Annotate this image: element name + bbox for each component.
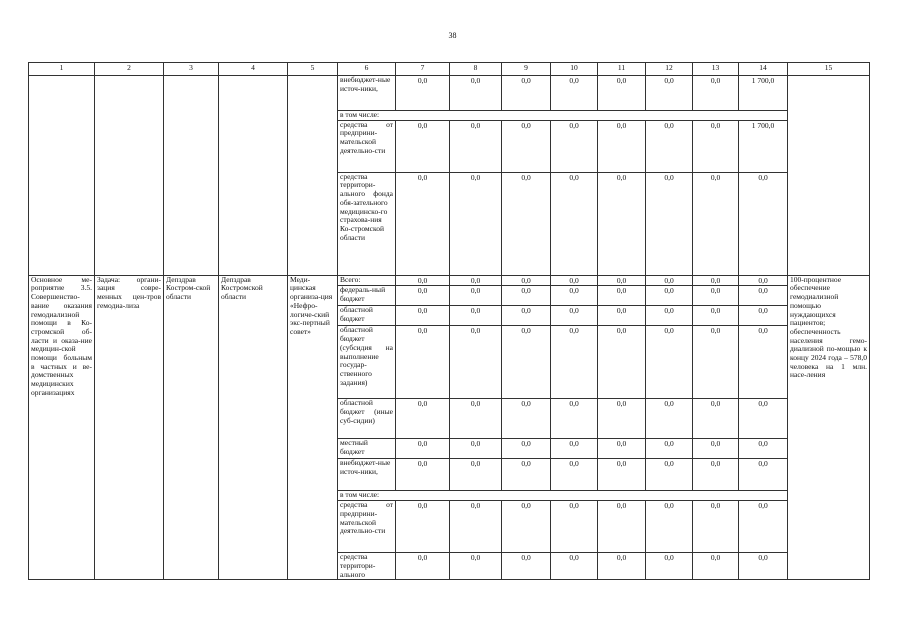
value-cell: 0,0 [598, 76, 646, 111]
program-table [28, 62, 870, 580]
value-cell: 0,0 [502, 120, 551, 172]
value-cell: 0,0 [739, 399, 788, 439]
value-cell: 0,0 [551, 172, 598, 275]
value-cell: 0,0 [598, 553, 646, 580]
empty-col-4 [219, 76, 288, 276]
value-cell: 0,0 [693, 399, 739, 439]
value-cell: 0,0 [502, 399, 551, 439]
value-cell: 0,0 [693, 275, 739, 286]
value-cell: 0,0 [693, 120, 739, 172]
value-cell: 0,0 [502, 553, 551, 580]
column-number-3: 3 [164, 63, 219, 76]
value-cell: 0,0 [396, 459, 450, 491]
value-cell: 0,0 [646, 553, 693, 580]
empty-col-3 [164, 76, 219, 276]
value-cell: 0,0 [739, 439, 788, 459]
value-cell: 0,0 [598, 501, 646, 553]
column-number-13: 13 [693, 63, 739, 76]
table-row [29, 76, 870, 111]
value-cell: 0,0 [646, 275, 693, 286]
value-cell: 0,0 [551, 553, 598, 580]
value-cell: 0,0 [739, 459, 788, 491]
row-label: средства от предприни-мательской деятельно-сти [338, 120, 396, 172]
value-cell: 0,0 [739, 501, 788, 553]
value-cell: 0,0 [598, 399, 646, 439]
value-cell: 0,0 [502, 172, 551, 275]
value-cell: 0,0 [502, 326, 551, 399]
column-number-6: 6 [338, 63, 396, 76]
value-cell: 0,0 [450, 326, 502, 399]
value-cell: 0,0 [646, 439, 693, 459]
value-cell: 0,0 [450, 306, 502, 326]
column-number-1: 1 [29, 63, 95, 76]
value-cell: 0,0 [598, 306, 646, 326]
value-cell: 0,0 [551, 501, 598, 553]
value-cell: 0,0 [396, 306, 450, 326]
row-label: средства территори-ального [338, 553, 396, 580]
empty-col-5 [288, 76, 338, 276]
row-label: федераль-ный бюджет [338, 286, 396, 306]
value-cell: 0,0 [396, 120, 450, 172]
value-cell: 0,0 [646, 501, 693, 553]
value-cell: 0,0 [450, 120, 502, 172]
value-cell: 0,0 [598, 439, 646, 459]
column-number-14: 14 [739, 63, 788, 76]
value-cell: 0,0 [739, 172, 788, 275]
value-cell: 1 700,0 [739, 120, 788, 172]
value-cell: 0,0 [502, 459, 551, 491]
column-number-row [29, 63, 870, 76]
value-cell: 0,0 [502, 501, 551, 553]
column-number-5: 5 [288, 63, 338, 76]
column-number-2: 2 [95, 63, 164, 76]
row-label: внебюджет-ные источ-ники, [338, 76, 396, 111]
value-cell: 0,0 [450, 172, 502, 275]
column-number-10: 10 [551, 63, 598, 76]
value-cell: 0,0 [551, 326, 598, 399]
page-number: 38 [448, 31, 457, 40]
value-cell: 0,0 [551, 399, 598, 439]
value-cell: 0,0 [646, 306, 693, 326]
value-cell: 0,0 [396, 553, 450, 580]
value-cell: 0,0 [502, 306, 551, 326]
value-cell: 0,0 [502, 76, 551, 111]
row-label: средства территори-ального фонда обя-зательного медицинско-го страхова-ния Ко-стромской области [338, 172, 396, 275]
value-cell: 0,0 [693, 286, 739, 306]
row-label: областной бюджет (субсидия на выполнение государ-ственного задания) [338, 326, 396, 399]
value-cell: 0,0 [551, 120, 598, 172]
column-number-8: 8 [450, 63, 502, 76]
value-cell: 0,0 [450, 286, 502, 306]
measure-col4: Депздрав Костромской области [219, 275, 288, 580]
value-cell: 0,0 [396, 399, 450, 439]
measure-col5: Меди-цинская организа-ция «Нефро-логиче-ский экс-пертный совет» [288, 275, 338, 580]
value-cell: 0,0 [551, 286, 598, 306]
row-label: местный бюджет [338, 439, 396, 459]
value-cell: 0,0 [693, 306, 739, 326]
value-cell: 0,0 [450, 439, 502, 459]
value-cell: 0,0 [502, 439, 551, 459]
value-cell: 0,0 [551, 76, 598, 111]
value-cell: 0,0 [646, 172, 693, 275]
value-cell: 0,0 [450, 275, 502, 286]
value-cell: 0,0 [693, 172, 739, 275]
value-cell: 0,0 [450, 399, 502, 439]
row-label: в том числе: [338, 491, 788, 501]
row-label: Всего: [338, 275, 396, 286]
empty-col-15 [788, 76, 870, 276]
value-cell: 0,0 [450, 76, 502, 111]
value-cell: 0,0 [598, 275, 646, 286]
row-label: областной бюджет [338, 306, 396, 326]
value-cell: 0,0 [646, 459, 693, 491]
value-cell: 0,0 [739, 326, 788, 399]
value-cell: 0,0 [739, 286, 788, 306]
value-cell: 0,0 [693, 501, 739, 553]
value-cell: 0,0 [693, 553, 739, 580]
value-cell: 0,0 [598, 459, 646, 491]
value-cell: 0,0 [551, 275, 598, 286]
value-cell: 1 700,0 [739, 76, 788, 111]
value-cell: 0,0 [646, 120, 693, 172]
value-cell: 0,0 [646, 326, 693, 399]
row-label: средства от предприни-мательской деятельно-сти [338, 501, 396, 553]
value-cell: 0,0 [646, 76, 693, 111]
value-cell: 0,0 [502, 275, 551, 286]
column-number-7: 7 [396, 63, 450, 76]
value-cell: 0,0 [450, 553, 502, 580]
value-cell: 0,0 [693, 459, 739, 491]
value-cell: 0,0 [396, 286, 450, 306]
value-cell: 0,0 [551, 306, 598, 326]
value-cell: 0,0 [693, 439, 739, 459]
value-cell: 0,0 [646, 286, 693, 306]
measure-col2: Задача: органи-зация совре-менных цен-тров гемодиа-лиза [95, 275, 164, 580]
value-cell: 0,0 [450, 459, 502, 491]
value-cell: 0,0 [598, 120, 646, 172]
value-cell: 0,0 [739, 306, 788, 326]
column-number-12: 12 [646, 63, 693, 76]
column-number-11: 11 [598, 63, 646, 76]
value-cell: 0,0 [598, 326, 646, 399]
table-row [29, 275, 870, 286]
value-cell: 0,0 [693, 76, 739, 111]
value-cell: 0,0 [739, 553, 788, 580]
value-cell: 0,0 [396, 275, 450, 286]
measure-col1: Основное ме-роприятие 3.5. Совершенство-вание оказания гемодиализной помощи в Ко-стромской об-ласти и оказа-ние медицин-ской помощи больным в частных и ве-домственных медицинских организациях [29, 275, 95, 580]
column-number-9: 9 [502, 63, 551, 76]
value-cell: 0,0 [739, 275, 788, 286]
value-cell: 0,0 [450, 501, 502, 553]
measure-col3: Депздрав Костром-ской области [164, 275, 219, 580]
value-cell: 0,0 [396, 439, 450, 459]
value-cell: 0,0 [551, 439, 598, 459]
value-cell: 0,0 [598, 286, 646, 306]
value-cell: 0,0 [693, 326, 739, 399]
empty-col-1 [29, 76, 95, 276]
value-cell: 0,0 [598, 172, 646, 275]
column-number-4: 4 [219, 63, 288, 76]
row-label: внебюджет-ные источ-ники, [338, 459, 396, 491]
row-label: в том числе: [338, 111, 788, 121]
value-cell: 0,0 [396, 326, 450, 399]
value-cell: 0,0 [646, 399, 693, 439]
column-number-15: 15 [788, 63, 870, 76]
row-label: областной бюджет (иные суб-сидии) [338, 399, 396, 439]
empty-col-2 [95, 76, 164, 276]
value-cell: 0,0 [396, 501, 450, 553]
value-cell: 0,0 [396, 76, 450, 111]
measure-result: 100-процентное обеспечение гемодиализной помощью нуждающихся пациентов; обеспеченность населения гемо-диализной по-мощью к концу 2024 года – 578,0 человека на 1 млн. насе-ления [788, 275, 870, 580]
value-cell: 0,0 [551, 459, 598, 491]
value-cell: 0,0 [502, 286, 551, 306]
value-cell: 0,0 [396, 172, 450, 275]
